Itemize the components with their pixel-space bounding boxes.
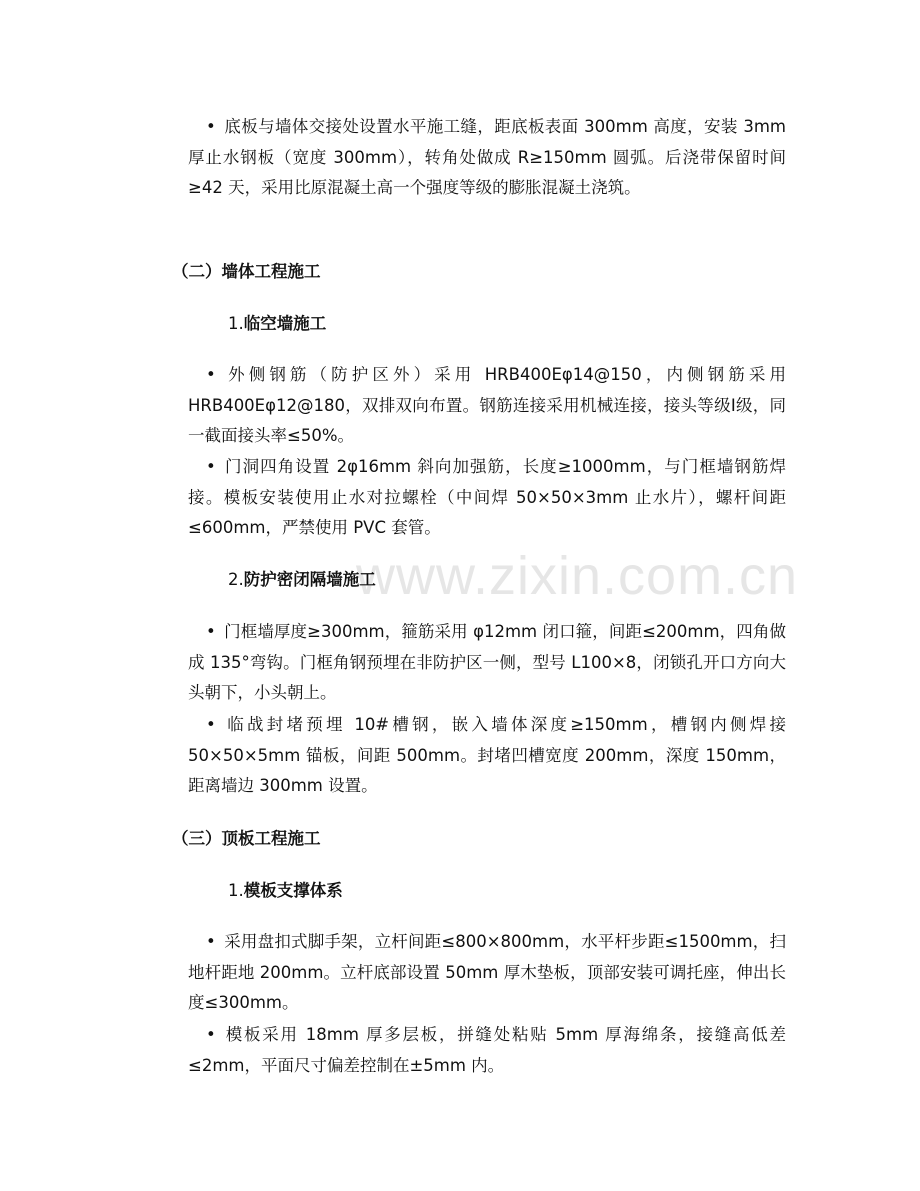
paragraph-text: 门框墙厚度≥300mm，箍筋采用 φ12mm 闭口箍，间距≤200mm，四角做成 135°弯钩。门框角钢预埋在非防护区一侧，型号 L100×8，闭锁孔开口方向大头朝下，小头朝上。 (188, 622, 786, 702)
subsection-number: 2. (228, 570, 244, 589)
paragraph-wartime-blocking: • 临战封堵预埋 10#槽钢，嵌入墙体深度≥150mm，槽钢内侧焊接 50×50×5mm 锚板，间距 500mm。封堵凹槽宽度 200mm，深度 150mm，距离墙边 300mm 设置。 (188, 715, 786, 795)
subsection-title: 模板支撑体系 (243, 881, 343, 900)
subsection-number: 1. (228, 314, 244, 333)
subsection-heading-blast-wall (228, 309, 326, 339)
paragraph-rebar: • 外侧钢筋（防护区外）采用 HRB400Eφ14@150，内侧钢筋采用 HRB400Eφ12@180，双排双向布置。钢筋连接采用机械连接，接头等级Ⅰ级，同一截面接头率≤50%。 (188, 365, 786, 445)
paragraph-construction-joint: • 底板与墙体交接处设置水平施工缝，距底板表面 300mm 高度，安装 3mm 厚止水钢板（宽度 300mm），转角处做成 R≥150mm 圆弧。后浇带保留时间≥42 天，采用比原混凝土高一个强度等级的膨胀混凝土浇筑。 (188, 117, 786, 197)
subsection-number: 1. (228, 881, 244, 900)
paragraph-formwork-board: • 模板采用 18mm 厚多层板，拼缝处粘贴 5mm 厚海绵条，接缝高低差≤2mm，平面尺寸偏差控制在±5mm 内。 (188, 1025, 786, 1075)
paragraph-text: 门洞四角设置 2φ16mm 斜向加强筋，长度≥1000mm，与门框墙钢筋焊接。模板安装使用止水对拉螺栓（中间焊 50×50×3mm 止水片），螺杆间距≤600mm，严禁使用 PVC 套管。 (188, 457, 786, 537)
paragraph-text: 临战封堵预埋 10#槽钢，嵌入墙体深度≥150mm，槽钢内侧焊接 50×50×5mm 锚板，间距 500mm。封堵凹槽宽度 200mm，深度 150mm，距离墙边 300mm 设置。 (188, 715, 786, 795)
paragraph-text: 模板采用 18mm 厚多层板，拼缝处粘贴 5mm 厚海绵条，接缝高低差≤2mm，平面尺寸偏差控制在±5mm 内。 (188, 1025, 786, 1075)
subsection-heading-airtight-wall (228, 565, 376, 595)
section-heading-wall: （二）墙体工程施工 (172, 262, 321, 281)
paragraph-text: 采用盘扣式脚手架，立杆间距≤800×800mm，水平杆步距≤1500mm，扫地杆距地 200mm。立杆底部设置 50mm 厚木垫板，顶部安装可调托座，伸出长度≤300mm。 (188, 932, 786, 1012)
subsection-title: 临空墙施工 (243, 314, 327, 333)
section-heading-roof: （三）顶板工程施工 (172, 829, 321, 848)
watermark-text: www.zixin.com.cn (356, 546, 799, 606)
subsection-title: 防护密闭隔墙施工 (243, 570, 376, 589)
paragraph-text: 底板与墙体交接处设置水平施工缝，距底板表面 300mm 高度，安装 3mm 厚止水钢板（宽度 300mm），转角处做成 R≥150mm 圆弧。后浇带保留时间≥42 天，采用比原混凝土高一个强度等级的膨胀混凝土浇筑。 (188, 117, 786, 197)
subsection-heading-formwork (228, 876, 343, 906)
paragraph-door-frame-wall: • 门框墙厚度≥300mm，箍筋采用 φ12mm 闭口箍，间距≤200mm，四角做成 135°弯钩。门框角钢预埋在非防护区一侧，型号 L100×8，闭锁孔开口方向大头朝下，小头朝上。 (188, 622, 786, 702)
paragraph-text: 外侧钢筋（防护区外）采用 HRB400Eφ14@150，内侧钢筋采用 HRB400Eφ12@180，双排双向布置。钢筋连接采用机械连接，接头等级Ⅰ级，同一截面接头率≤50%。 (188, 365, 786, 445)
paragraph-scaffold: • 采用盘扣式脚手架，立杆间距≤800×800mm，水平杆步距≤1500mm，扫地杆距地 200mm。立杆底部设置 50mm 厚木垫板，顶部安装可调托座，伸出长度≤300mm。 (188, 932, 786, 1012)
paragraph-door-opening: • 门洞四角设置 2φ16mm 斜向加强筋，长度≥1000mm，与门框墙钢筋焊接。模板安装使用止水对拉螺栓（中间焊 50×50×3mm 止水片），螺杆间距≤600mm，严禁使用 PVC 套管。 (188, 457, 786, 537)
